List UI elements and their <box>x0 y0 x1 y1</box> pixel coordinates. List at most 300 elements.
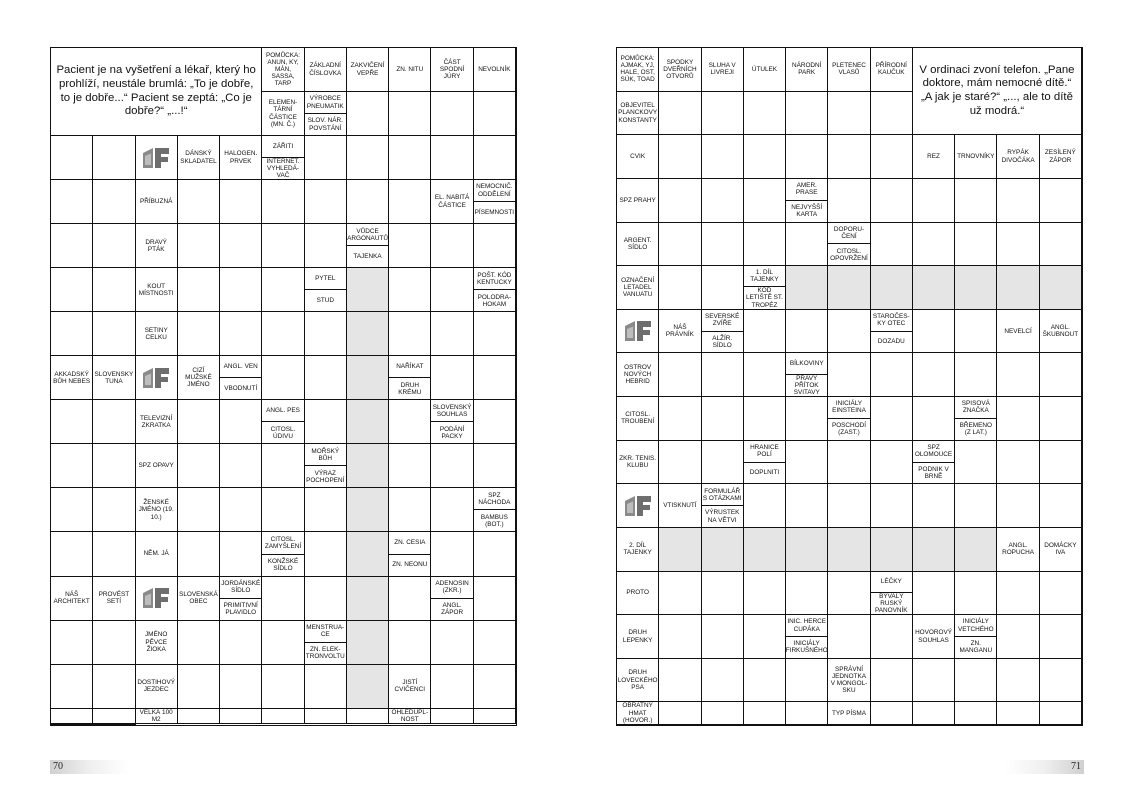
joke-text-content: V ordinaci zvoní telefon. „Pane doktore, mám nemocné dítě.“ „A jak je staré?“ „..., ale to dítě už modrá.“ <box>919 63 1075 117</box>
answer-cell[interactable] <box>51 312 93 356</box>
answer-cell[interactable] <box>786 223 828 267</box>
answer-cell[interactable] <box>51 136 93 180</box>
answer-cell[interactable] <box>997 659 1039 703</box>
answer-cell[interactable] <box>178 180 220 224</box>
answer-cell[interactable] <box>178 444 220 488</box>
clue-cell <box>828 702 870 725</box>
answer-cell[interactable] <box>262 356 304 400</box>
answer-cell-secret[interactable] <box>828 528 870 572</box>
answer-cell[interactable] <box>702 135 744 179</box>
answer-cell[interactable] <box>178 400 220 444</box>
answer-cell[interactable] <box>659 266 701 310</box>
clue-text: VŮDCE ARGONAUTŮ <box>347 224 388 246</box>
answer-cell-secret[interactable] <box>659 528 701 572</box>
answer-cell[interactable] <box>474 224 516 268</box>
answer-cell-secret[interactable] <box>347 356 389 400</box>
answer-cell[interactable] <box>1040 484 1082 528</box>
clue-text: BŘEMENO (Z LAT.) <box>959 422 992 437</box>
clue-cell <box>136 268 178 312</box>
answer-cell[interactable] <box>871 397 913 441</box>
answer-cell-secret[interactable] <box>786 528 828 572</box>
answer-cell[interactable] <box>786 135 828 179</box>
answer-cell[interactable] <box>305 180 347 224</box>
answer-cell[interactable] <box>51 224 93 268</box>
clue-text: POMŮCKA: AJMAK, YJ, HALE, OST, SÚK, TOAD <box>620 54 655 84</box>
clue-text: PŘÍBUZNÁ <box>140 198 173 206</box>
answer-cell[interactable] <box>389 312 431 356</box>
answer-cell[interactable] <box>178 312 220 356</box>
clue-text: ADENOSIN (ZKR.) <box>431 577 472 599</box>
answer-cell[interactable] <box>389 268 431 312</box>
answer-cell[interactable] <box>431 444 473 488</box>
answer-cell[interactable] <box>786 659 828 703</box>
answer-cell[interactable] <box>786 441 828 485</box>
answer-cell[interactable] <box>828 615 870 659</box>
answer-cell[interactable] <box>702 397 744 441</box>
answer-cell[interactable] <box>913 702 955 725</box>
answer-cell[interactable] <box>262 577 304 621</box>
answer-cell[interactable] <box>389 621 431 665</box>
answer-cell[interactable] <box>305 356 347 400</box>
answer-cell[interactable] <box>913 572 955 616</box>
answer-cell-secret[interactable] <box>828 266 870 310</box>
clue-cell-double <box>474 180 516 224</box>
answer-cell[interactable] <box>51 665 93 709</box>
answer-cell[interactable] <box>871 659 913 703</box>
answer-cell-secret[interactable] <box>997 266 1039 310</box>
answer-cell[interactable] <box>871 484 913 528</box>
answer-cell[interactable] <box>744 353 786 397</box>
answer-cell[interactable] <box>474 356 516 400</box>
answer-cell[interactable] <box>305 224 347 268</box>
answer-cell[interactable] <box>178 532 220 576</box>
answer-cell[interactable] <box>744 659 786 703</box>
answer-cell[interactable] <box>659 397 701 441</box>
crossword-grid-right <box>616 47 1083 726</box>
answer-cell[interactable] <box>1040 397 1082 441</box>
answer-cell[interactable] <box>702 353 744 397</box>
answer-cell[interactable] <box>305 665 347 709</box>
answer-cell[interactable] <box>828 310 870 354</box>
answer-cell[interactable] <box>431 224 473 268</box>
answer-cell[interactable] <box>93 400 135 444</box>
answer-cell[interactable] <box>955 310 997 354</box>
answer-cell[interactable] <box>659 615 701 659</box>
answer-cell[interactable] <box>220 532 262 576</box>
clue-cell-double <box>474 268 516 312</box>
answer-cell[interactable] <box>659 179 701 223</box>
answer-cell[interactable] <box>786 310 828 354</box>
answer-cell[interactable] <box>997 484 1039 528</box>
answer-cell[interactable] <box>997 223 1039 267</box>
answer-cell[interactable] <box>659 135 701 179</box>
answer-cell-secret[interactable] <box>347 488 389 532</box>
clue-cell <box>913 615 955 659</box>
answer-cell[interactable] <box>702 615 744 659</box>
answer-cell[interactable] <box>220 621 262 665</box>
answer-cell[interactable] <box>786 397 828 441</box>
answer-cell[interactable] <box>828 135 870 179</box>
answer-cell[interactable] <box>389 488 431 532</box>
clue-text: PRIMITIVNÍ PLAVIDLO <box>223 601 258 617</box>
answer-cell[interactable] <box>744 92 786 136</box>
answer-cell[interactable] <box>997 572 1039 616</box>
answer-cell[interactable] <box>431 92 473 136</box>
clue-text: ÚTULEK <box>751 65 778 73</box>
answer-cell[interactable] <box>871 353 913 397</box>
answer-cell[interactable] <box>262 180 304 224</box>
answer-cell[interactable] <box>871 441 913 485</box>
answer-cell[interactable] <box>702 266 744 310</box>
answer-cell[interactable] <box>997 353 1039 397</box>
clue-text: POMŮCKA: ANUN, KY, MÁN, SASSA, TARP <box>265 51 301 88</box>
answer-cell[interactable] <box>93 180 135 224</box>
answer-cell[interactable] <box>178 268 220 312</box>
answer-cell-secret[interactable] <box>913 528 955 572</box>
answer-cell[interactable] <box>474 532 516 576</box>
answer-cell[interactable] <box>828 441 870 485</box>
clue-text: BAMBUS (BOT.) <box>480 513 508 528</box>
answer-cell[interactable] <box>955 353 997 397</box>
answer-cell[interactable] <box>93 488 135 532</box>
answer-cell[interactable] <box>828 179 870 223</box>
clue-cell <box>659 310 701 354</box>
answer-cell[interactable] <box>220 268 262 312</box>
answer-cell[interactable] <box>220 180 262 224</box>
answer-cell[interactable] <box>431 665 473 709</box>
answer-cell[interactable] <box>659 92 701 136</box>
answer-cell[interactable] <box>702 441 744 485</box>
answer-cell[interactable] <box>305 709 347 724</box>
answer-cell[interactable] <box>955 702 997 725</box>
answer-cell[interactable] <box>262 224 304 268</box>
answer-cell[interactable] <box>474 136 516 180</box>
answer-cell[interactable] <box>51 709 93 724</box>
answer-cell[interactable] <box>1040 223 1082 267</box>
clue-text: NEMOCNIČ. ODDĚLENÍ <box>474 180 515 202</box>
answer-cell[interactable] <box>913 659 955 703</box>
puzzle-logo-icon <box>141 585 171 611</box>
clue-text: CVIK <box>630 152 646 160</box>
answer-cell[interactable] <box>431 312 473 356</box>
answer-cell[interactable] <box>431 136 473 180</box>
answer-cell[interactable] <box>786 484 828 528</box>
answer-cell[interactable] <box>220 400 262 444</box>
answer-cell[interactable] <box>659 441 701 485</box>
answer-cell[interactable] <box>431 621 473 665</box>
clue-cell-double <box>955 615 997 659</box>
clue-cell-double <box>305 621 347 665</box>
answer-cell[interactable] <box>659 659 701 703</box>
answer-cell[interactable] <box>431 532 473 576</box>
answer-cell[interactable] <box>997 702 1039 725</box>
answer-cell-secret[interactable] <box>702 528 744 572</box>
answer-cell-secret[interactable] <box>347 532 389 576</box>
answer-cell-secret[interactable] <box>744 528 786 572</box>
answer-cell[interactable] <box>305 577 347 621</box>
answer-cell[interactable] <box>702 179 744 223</box>
answer-cell[interactable] <box>955 572 997 616</box>
answer-cell[interactable] <box>389 577 431 621</box>
answer-cell-secret[interactable] <box>871 266 913 310</box>
answer-cell[interactable] <box>262 312 304 356</box>
answer-cell[interactable] <box>955 179 997 223</box>
answer-cell[interactable] <box>786 702 828 725</box>
answer-cell[interactable] <box>347 180 389 224</box>
clue-cell <box>617 48 659 92</box>
answer-cell[interactable] <box>955 484 997 528</box>
clue-text: PODÁNÍ PACKY <box>439 425 465 440</box>
answer-cell[interactable] <box>828 572 870 616</box>
answer-cell[interactable] <box>51 444 93 488</box>
clue-cell-double <box>305 444 347 488</box>
answer-cell[interactable] <box>262 488 304 532</box>
answer-cell[interactable] <box>51 400 93 444</box>
answer-cell[interactable] <box>305 400 347 444</box>
answer-cell-secret[interactable] <box>347 400 389 444</box>
answer-cell[interactable] <box>389 136 431 180</box>
answer-cell[interactable] <box>828 484 870 528</box>
answer-cell[interactable] <box>871 223 913 267</box>
answer-cell[interactable] <box>51 532 93 576</box>
answer-cell[interactable] <box>51 180 93 224</box>
answer-cell[interactable] <box>389 180 431 224</box>
answer-cell[interactable] <box>786 92 828 136</box>
answer-cell[interactable] <box>744 179 786 223</box>
clue-text: ZN. CESIA <box>389 532 430 554</box>
answer-cell[interactable] <box>347 136 389 180</box>
answer-cell[interactable] <box>997 179 1039 223</box>
answer-cell[interactable] <box>997 615 1039 659</box>
answer-cell[interactable] <box>305 488 347 532</box>
answer-cell[interactable] <box>51 621 93 665</box>
clue-cell <box>659 48 701 92</box>
clue-text: EL. NABITÁ ČÁSTICE <box>434 194 470 209</box>
clue-cell-double <box>389 356 431 400</box>
clue-text: JMÉNO PĚVCE ŽIOKA <box>144 631 168 653</box>
clue-cell <box>828 48 870 92</box>
answer-cell[interactable] <box>1040 702 1082 725</box>
answer-cell[interactable] <box>871 135 913 179</box>
clue-cell <box>389 48 431 92</box>
answer-cell[interactable] <box>702 92 744 136</box>
answer-cell[interactable] <box>220 488 262 532</box>
answer-cell[interactable] <box>744 223 786 267</box>
answer-cell[interactable] <box>262 444 304 488</box>
clue-text: OBRATNÝ HMAT (HOVOR.) <box>622 702 653 724</box>
answer-cell[interactable] <box>389 92 431 136</box>
answer-cell[interactable] <box>1040 179 1082 223</box>
answer-cell[interactable] <box>1040 615 1082 659</box>
answer-cell[interactable] <box>389 400 431 444</box>
answer-cell[interactable] <box>474 665 516 709</box>
answer-cell[interactable] <box>51 488 93 532</box>
answer-cell[interactable] <box>305 136 347 180</box>
clue-text: PROTO <box>626 589 649 597</box>
answer-cell[interactable] <box>913 397 955 441</box>
logo-cell <box>136 356 178 400</box>
answer-cell[interactable] <box>744 135 786 179</box>
clue-cell-double <box>220 356 262 400</box>
answer-cell[interactable] <box>178 665 220 709</box>
clue-text: ALŽÍR. SÍDLO <box>712 334 733 350</box>
answer-cell[interactable] <box>659 702 701 725</box>
answer-cell-secret[interactable] <box>347 577 389 621</box>
answer-cell[interactable] <box>51 268 93 312</box>
answer-cell[interactable] <box>871 92 913 136</box>
clue-text: NĚM. JÁ <box>143 550 169 558</box>
answer-cell[interactable] <box>744 484 786 528</box>
clue-text: VÝRUSTEK NA VĚTVI <box>704 509 740 524</box>
answer-cell[interactable] <box>659 353 701 397</box>
answer-cell[interactable] <box>474 400 516 444</box>
answer-cell[interactable] <box>178 488 220 532</box>
answer-cell[interactable] <box>871 702 913 725</box>
answer-cell[interactable] <box>1040 441 1082 485</box>
answer-cell[interactable] <box>93 532 135 576</box>
answer-cell[interactable] <box>659 223 701 267</box>
answer-cell-secret[interactable] <box>347 621 389 665</box>
answer-cell-secret[interactable] <box>347 268 389 312</box>
answer-cell[interactable] <box>178 709 220 724</box>
answer-cell[interactable] <box>997 397 1039 441</box>
clue-text: POSCHODÍ (ZAST.) <box>831 422 867 437</box>
answer-cell[interactable] <box>744 572 786 616</box>
answer-cell[interactable] <box>955 223 997 267</box>
answer-cell[interactable] <box>220 444 262 488</box>
answer-cell[interactable] <box>93 224 135 268</box>
answer-cell[interactable] <box>913 179 955 223</box>
clue-cell <box>178 577 220 621</box>
answer-cell[interactable] <box>828 92 870 136</box>
answer-cell[interactable] <box>474 577 516 621</box>
answer-cell[interactable] <box>786 572 828 616</box>
answer-cell[interactable] <box>347 92 389 136</box>
answer-cell[interactable] <box>474 444 516 488</box>
answer-cell[interactable] <box>659 572 701 616</box>
clue-cell <box>136 180 178 224</box>
answer-cell[interactable] <box>93 136 135 180</box>
answer-cell[interactable] <box>305 312 347 356</box>
clue-text: ZÁŘITI <box>262 136 303 158</box>
clue-text: VELKÁ 100 M2 <box>139 708 173 723</box>
answer-cell[interactable] <box>431 356 473 400</box>
clue-text: SPZ NÁCHODA <box>474 488 515 510</box>
answer-cell[interactable] <box>828 353 870 397</box>
answer-cell[interactable] <box>744 615 786 659</box>
answer-cell[interactable] <box>262 709 304 724</box>
answer-cell-secret[interactable] <box>955 266 997 310</box>
answer-cell-secret[interactable] <box>347 444 389 488</box>
answer-cell[interactable] <box>431 488 473 532</box>
answer-cell[interactable] <box>93 724 135 725</box>
answer-cell[interactable] <box>51 724 93 725</box>
answer-cell[interactable] <box>913 353 955 397</box>
clue-text: REZ <box>927 152 940 160</box>
clue-cell <box>136 488 178 532</box>
answer-cell[interactable] <box>431 709 473 724</box>
answer-cell[interactable] <box>1040 353 1082 397</box>
clue-text: ZESÍLENÝ ZÁPOR <box>1044 149 1076 164</box>
answer-cell[interactable] <box>913 484 955 528</box>
answer-cell[interactable] <box>702 572 744 616</box>
answer-cell-secret[interactable] <box>786 266 828 310</box>
clue-text: NÁRODNÍ PARK <box>791 62 822 77</box>
answer-cell[interactable] <box>220 709 262 724</box>
answer-cell[interactable] <box>871 179 913 223</box>
clue-text: ŽENSKÉ JMÉNO (19. 10.) <box>138 499 174 521</box>
answer-cell[interactable] <box>474 312 516 356</box>
answer-cell[interactable] <box>305 532 347 576</box>
answer-cell[interactable] <box>431 268 473 312</box>
answer-cell[interactable] <box>178 224 220 268</box>
answer-cell[interactable] <box>474 621 516 665</box>
answer-cell[interactable] <box>93 444 135 488</box>
puzzle-logo-icon <box>141 365 171 391</box>
clue-cell <box>1040 135 1082 179</box>
clue-text: NÁŠ PRÁVNÍK <box>665 323 694 339</box>
answer-cell[interactable] <box>93 665 135 709</box>
answer-cell[interactable] <box>220 665 262 709</box>
answer-cell[interactable] <box>93 312 135 356</box>
clue-cell-double <box>744 266 786 310</box>
answer-cell[interactable] <box>955 441 997 485</box>
clue-cell-double <box>389 532 431 576</box>
answer-cell[interactable] <box>744 397 786 441</box>
answer-cell[interactable] <box>1040 659 1082 703</box>
answer-cell[interactable] <box>871 615 913 659</box>
answer-cell[interactable] <box>262 268 304 312</box>
answer-cell[interactable] <box>913 310 955 354</box>
answer-cell[interactable] <box>262 665 304 709</box>
answer-cell[interactable] <box>913 223 955 267</box>
answer-cell-secret[interactable] <box>1040 266 1082 310</box>
clue-cell-double <box>955 397 997 441</box>
answer-cell[interactable] <box>389 224 431 268</box>
answer-cell[interactable] <box>93 268 135 312</box>
clue-cell-double <box>220 577 262 621</box>
clue-text: SPRÁVNÍ JEDNOTKA V MONGOL-SKU <box>830 665 868 695</box>
clue-cell <box>617 92 659 136</box>
answer-cell-secret[interactable] <box>955 528 997 572</box>
answer-cell[interactable] <box>178 621 220 665</box>
answer-cell[interactable] <box>744 310 786 354</box>
answer-cell[interactable] <box>702 702 744 725</box>
clue-text: PŘÍRODNÍ KAUČUK <box>875 62 907 77</box>
answer-cell[interactable] <box>347 709 389 724</box>
answer-cell[interactable] <box>474 709 516 724</box>
clue-cell <box>178 356 220 400</box>
answer-cell[interactable] <box>702 659 744 703</box>
answer-cell[interactable] <box>702 223 744 267</box>
answer-cell[interactable] <box>474 92 516 136</box>
answer-cell-secret[interactable] <box>347 665 389 709</box>
answer-cell-secret[interactable] <box>347 312 389 356</box>
answer-cell[interactable] <box>93 709 135 724</box>
answer-cell[interactable] <box>997 441 1039 485</box>
clue-text: TYP PÍSMA <box>832 709 866 717</box>
answer-cell-secret[interactable] <box>913 266 955 310</box>
answer-cell[interactable] <box>1040 572 1082 616</box>
answer-cell[interactable] <box>220 312 262 356</box>
answer-cell[interactable] <box>389 444 431 488</box>
answer-cell[interactable] <box>93 621 135 665</box>
answer-cell[interactable] <box>262 621 304 665</box>
answer-cell-secret[interactable] <box>871 528 913 572</box>
answer-cell[interactable] <box>220 224 262 268</box>
answer-cell[interactable] <box>955 659 997 703</box>
answer-cell[interactable] <box>744 702 786 725</box>
